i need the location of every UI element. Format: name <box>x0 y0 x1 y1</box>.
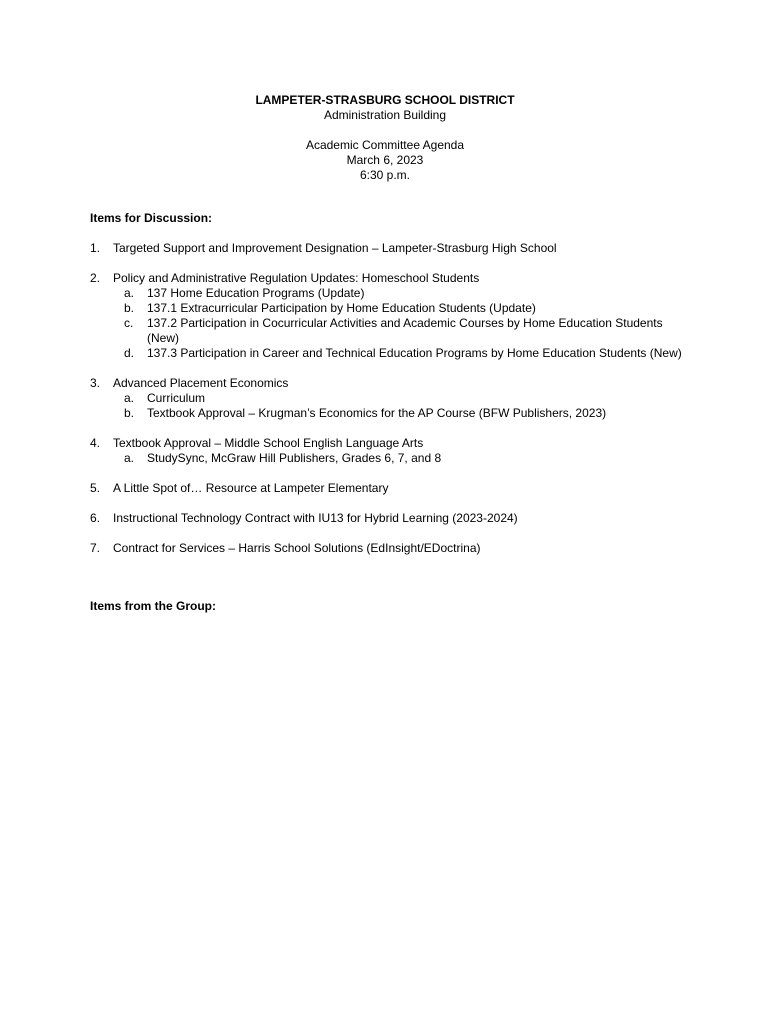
building-name: Administration Building <box>323 108 447 122</box>
item-text: Advanced Placement Economics <box>113 376 289 390</box>
agenda-subitem <box>113 316 690 346</box>
subitem-letter: a. <box>124 451 135 465</box>
subitem-letter: c. <box>124 316 134 330</box>
discussion-heading: Items for Discussion: <box>90 211 213 225</box>
item-number: 1. <box>90 241 101 255</box>
subitem-list <box>113 286 690 361</box>
agenda-item <box>90 481 690 496</box>
group-heading: Items from the Group: <box>90 599 217 613</box>
agenda-item <box>90 376 690 421</box>
item-number: 4. <box>90 436 101 450</box>
subitem-list <box>113 451 690 466</box>
agenda-subitem <box>113 286 690 301</box>
item-number: 6. <box>90 511 101 525</box>
item-number: 3. <box>90 376 101 390</box>
subitem-letter: a. <box>124 391 135 405</box>
header-spacer <box>0 123 770 138</box>
item-text: A Little Spot of… Resource at Lampeter Elementary <box>113 481 389 495</box>
district-name: LAMPETER-STRASBURG SCHOOL DISTRICT <box>255 93 515 107</box>
agenda-item <box>90 241 690 256</box>
agenda-subitem <box>113 301 690 316</box>
agenda-item <box>90 511 690 526</box>
subitem-text: StudySync, McGraw Hill Publishers, Grades 6, 7, and 8 <box>147 451 442 465</box>
item-text: Policy and Administrative Regulation Updates: Homeschool Students <box>113 271 480 285</box>
subitem-text: 137.1 Extracurricular Participation by Home Education Students (Update) <box>147 301 536 315</box>
agenda-subitem <box>113 346 690 361</box>
subitem-text: 137.2 Participation in Cocurricular Activities and Academic Courses by Home Education Students (New) <box>147 316 663 345</box>
meeting-time: 6:30 p.m. <box>359 168 411 182</box>
agenda-subitem <box>113 451 690 466</box>
meeting-date: March 6, 2023 <box>346 153 424 167</box>
subitem-text: 137.3 Participation in Career and Technical Education Programs by Home Education Students (New) <box>147 346 682 360</box>
discussion-items-list <box>90 241 690 571</box>
subitem-text: 137 Home Education Programs (Update) <box>147 286 365 300</box>
subitem-letter: d. <box>124 346 135 360</box>
subitem-list <box>113 391 690 421</box>
agenda-subitem <box>113 391 690 406</box>
agenda-header <box>0 93 770 183</box>
subitem-letter: a. <box>124 286 135 300</box>
subitem-text: Textbook Approval – Krugman’s Economics for the AP Course (BFW Publishers, 2023) <box>147 406 607 420</box>
agenda-item <box>90 271 690 361</box>
item-number: 5. <box>90 481 101 495</box>
agenda-item <box>90 541 690 556</box>
agenda-subitem <box>113 406 690 421</box>
agenda-item <box>90 436 690 466</box>
item-number: 2. <box>90 271 101 285</box>
item-text: Targeted Support and Improvement Designation – Lampeter-Strasburg High School <box>113 241 557 255</box>
subitem-letter: b. <box>124 406 135 420</box>
item-text: Textbook Approval – Middle School English Language Arts <box>113 436 424 450</box>
item-text: Instructional Technology Contract with IU13 for Hybrid Learning (2023-2024) <box>113 511 518 525</box>
subitem-text: Curriculum <box>147 391 206 405</box>
agenda-title: Academic Committee Agenda <box>305 138 465 152</box>
subitem-letter: b. <box>124 301 135 315</box>
item-text: Contract for Services – Harris School Solutions (EdInsight/EDoctrina) <box>113 541 481 555</box>
item-number: 7. <box>90 541 101 555</box>
